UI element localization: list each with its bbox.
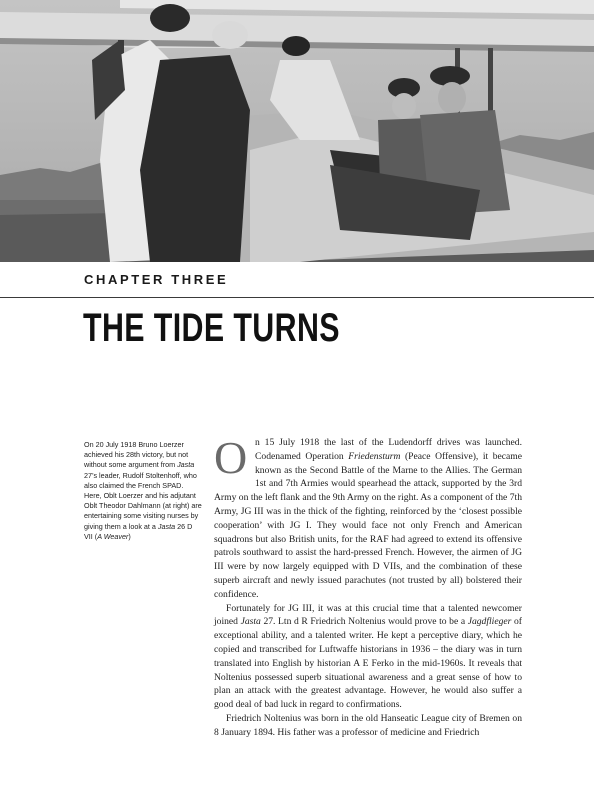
text-run: Fortunately for JG III, it was at this crucial time that a talented newcomer joined: [214, 602, 522, 628]
dropcap: O: [214, 432, 248, 483]
photo-icon: [0, 0, 594, 262]
body-text: [214, 432, 523, 740]
text-run: 27. Ltn d R Friedrich Noltenius would prove to be a: [260, 616, 468, 628]
paragraph: [214, 432, 522, 602]
paragraph: [214, 602, 522, 712]
italic-text: Jagdflieger: [467, 616, 512, 628]
text-run: Friedrich Noltenius was born in the old Hanseatic League city of Bremen on 8 January 1894. His father was a professor of medicine and Friedrich: [214, 712, 522, 738]
italic-text: Jasta: [240, 616, 261, 628]
photo-caption: [84, 440, 202, 542]
italic-text: A Weaver: [97, 531, 129, 541]
chapter-title: THE TIDE TURNS: [83, 306, 340, 350]
paragraph: [214, 712, 522, 740]
italic-text: Jasta: [157, 521, 176, 531]
text-run: of exceptional ability, and a talented writer. He kept a perceptive diary, which he copied and transcribed for Luftwaffe historians in 1936 – the diary was in turn translated into English by historian A E Ferko in the mid-1960s. It reveals that Noltenius possessed superb situational awareness and a great sense of how to plan an attack with the greatest advantage. However, he would also suffer a good deal of bad luck in regard to confirmations.: [214, 616, 523, 711]
text-run: n 15 July 1918 the last of the Ludendorff drives was launched. Codenamed Operation: [255, 437, 522, 462]
chapter-label: CHAPTER THREE: [84, 272, 229, 287]
text-run: On 20 July 1918 Bruno Loerzer achieved his 28th victory, but not without some argument from: [84, 440, 189, 470]
text-run: 26 D VII (: [84, 521, 193, 541]
divider: [0, 297, 594, 298]
chapter-photo: [0, 0, 594, 262]
text-run: (Peace Offensive), it became known as the Second Battle of the Marne to the Allies. The German 1st and 7th Armies would spearhead the attack, supported by the 3rd Army on the left flank and the 9th Army on the right. As a component of the 7th Army, JG III was in the thick of the fighting, reinforced by the ‘closest possible cooperation’ with JG I. They would face not only French and American squadrons but also British units, for the RAF had agreed to extend its offensive patrols southward to assist the hard-pressed French. However, the airmen of JG III were by now largely equipped with D VIIs, and the combination of these superb aircraft and newly issued parachutes (not trusted by all) bolstered their confidence.: [214, 450, 522, 600]
italic-text: Friedensturm: [348, 450, 401, 462]
italic-text: Jasta: [177, 460, 195, 470]
text-run: 27’s leader, Rudolf Stoltenhoff, who also claimed the French SPAD. Here, Oblt Loerzer and his adjutant Oblt Theodor Dahlmann (at right) are entertaining some visiting nurses by giving them a look at a: [84, 470, 202, 531]
text-run: ): [128, 531, 131, 541]
caption-text: [84, 440, 202, 542]
